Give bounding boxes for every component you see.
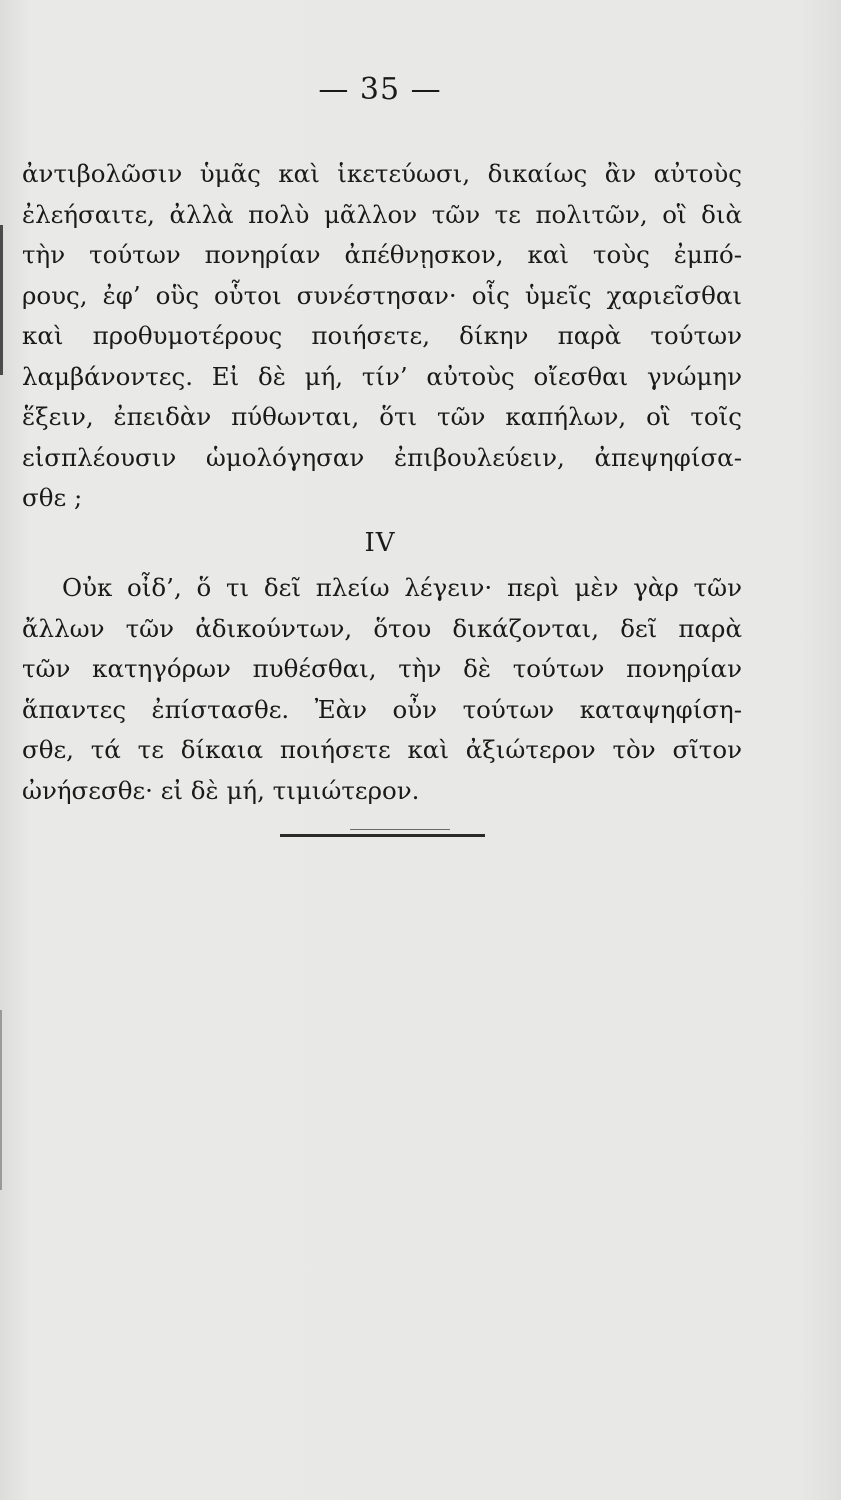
end-rule-divider bbox=[280, 834, 485, 837]
text-line: ἄλλων τῶν ἀδικούντων, ὅτου δικάζονται, δεῖ παρὰ bbox=[22, 613, 742, 643]
text-line: ἐλεήσαιτε, ἀλλὰ πολὺ μᾶλλον τῶν τε πολιτῶν, οἳ διὰ bbox=[22, 199, 742, 229]
text-line: ἅπαντες ἐπίστασθε. Ἐὰν οὖν τούτων καταψηφίση- bbox=[22, 694, 742, 724]
margin-binding-mark bbox=[0, 225, 3, 375]
section-heading: IV bbox=[364, 528, 396, 558]
margin-binding-mark-faint bbox=[0, 1010, 2, 1190]
text-line: ἕξειν, ἐπειδὰν πύθωνται, ὅτι τῶν καπήλων, οἳ τοῖς bbox=[22, 402, 742, 431]
page-number: — 35 — bbox=[318, 72, 442, 107]
text-line: τῶν κατηγόρων πυθέσθαι, τὴν δὲ τούτων πονηρίαν bbox=[22, 654, 742, 683]
paragraph-2 bbox=[22, 568, 742, 811]
text-line: ἀντιβολῶσιν ὑμᾶς καὶ ἱκετεύωσι, δικαίως ἂν αὐτοὺς bbox=[22, 159, 742, 188]
text-line: ρους, ἐφ’ οὓς οὗτοι συνέστησαν· οἷς ὑμεῖς χαριεῖσθαι bbox=[22, 280, 742, 310]
text-line: σθε, τά τε δίκαια ποιήσετε καὶ ἀξιώτερον τὸν σῖτον bbox=[22, 735, 742, 764]
text-line: ὠνήσεσθε· εἰ δὲ μή, τιμιώτερον. bbox=[22, 775, 420, 805]
text-line: Οὐκ οἶδ’, ὅ τι δεῖ πλείω λέγειν· περὶ μὲν γὰρ τῶν bbox=[62, 573, 742, 602]
text-line: καὶ προθυμοτέρους ποιήσετε, δίκην παρὰ τούτων bbox=[22, 321, 742, 350]
text-line: εἰσπλέουσιν ὡμολόγησαν ἐπιβουλεύειν, ἀπεψηφίσα- bbox=[22, 442, 742, 472]
text-line: λαμβάνοντες. Εἰ δὲ μή, τίν’ αὐτοὺς οἴεσθαι γνώμην bbox=[22, 361, 742, 391]
text-line: σθε ; bbox=[22, 483, 83, 512]
paragraph-1 bbox=[22, 154, 742, 519]
text-line: τὴν τούτων πονηρίαν ἀπέθνῃσκον, καὶ τοὺς ἐμπό- bbox=[22, 240, 742, 269]
